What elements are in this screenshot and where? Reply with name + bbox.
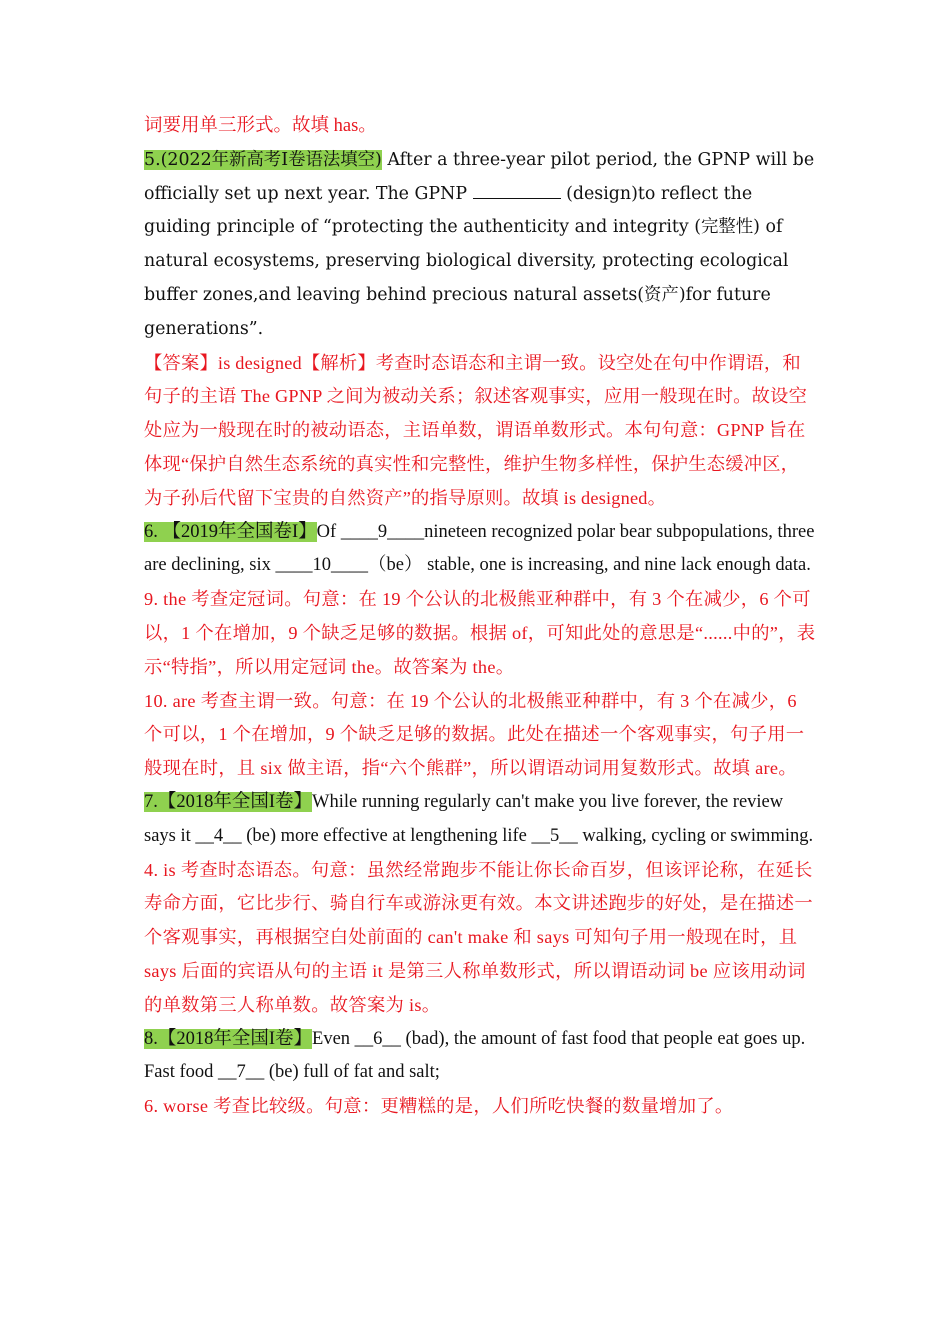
question-6-text: Of ____9____nineteen recognized polar bear subpopulations, three are declining, six ____10____（be） stable, one is increasing, and nine lack enough data. (144, 521, 815, 576)
question-6-source-tag: 6. 【2019年全国卷I】 (144, 521, 317, 542)
question-6 (144, 516, 816, 584)
question-5 (144, 144, 816, 347)
page-content (144, 110, 816, 1124)
question-7-text: While running regularly can't make you live forever, the review says it __4__ (be) more effective at lengthening life __5__ walking, cycling or swimming. (144, 791, 814, 846)
question-8-text: Even __6__ (bad), the amount of fast food that people eat goes up. Fast food __7__ (be) full of fat and salt; (144, 1028, 806, 1083)
question-8 (144, 1023, 816, 1091)
previous-answer-tail: 词要用单三形式。故填 has。 (144, 116, 377, 136)
question-5-answer: 【答案】is designed【解析】考查时态语态和主谓一致。设空处在句中作谓语，和句子的主语 The GPNP 之间为被动关系；叙述客观事实，应用一般现在时。故设空处应为一般现在时的被动语态，主语单数，谓语单数形式。本句句意：GPNP 旨在体现“保护自然生态系统的真实性和完整性，维护生物多样性，保护生态缓冲区，为子孙后代留下宝贵的自然资产”的指导原则。故填 is designed。 (144, 352, 808, 508)
question-5-blank (473, 184, 561, 199)
question-7 (144, 786, 816, 854)
question-7-source-tag: 7.【2018年全国I卷】 (144, 791, 313, 812)
question-5-text-after: (design)to reflect the guiding principle of “protecting the authenticity and integrity (完整性) of natural ecosystems, preserving biological diversity, protecting ecological buffer zones,and leaving behind precious natural assets(资产)for future generations”. (144, 183, 789, 339)
question-8-source-tag: 8.【2018年全国I卷】 (144, 1028, 313, 1049)
question-8-answer: 6. worse 考查比较级。句意：更糟糕的是，人们所吃快餐的数量增加了。 (144, 1096, 734, 1117)
question-7-answer: 4. is 考查时态语态。句意：虽然经常跑步不能让你长命百岁，但该评论称，在延长寿命方面，它比步行、骑自行车或游泳更有效。本文讲述跑步的好处，是在描述一个客观事实，再根据空白处前面的 can't make 和 says 可知句子用一般现在时，且 says 后面的宾语从句的主语 it 是第三人称单数形式，所以谓语动词 be 应该用动词的单数第三人称单数。故答案为 is。 (144, 859, 813, 1015)
question-6-answer-10: 10. are 考查主谓一致。句意：在 19 个公认的北极熊亚种群中，有 3 个在减少，6 个可以，1 个在增加，9 个缺乏足够的数据。此处在描述一个客观事实，句子用一般现在时，且 six 做主语，指“六个熊群”，所以谓语动词用复数形式。故填 are。 (144, 690, 805, 779)
question-5-source-tag: 5.(2022年新高考I卷语法填空) (144, 149, 382, 170)
question-6-answer-9: 9. the 考查定冠词。句意：在 19 个公认的北极熊亚种群中，有 3 个在减少，6 个可以，1 个在增加，9 个缺乏足够的数据。根据 of，可知此处的意思是“......中的”，表示“特指”，所以用定冠词 the。故答案为 the。 (144, 589, 816, 677)
question-5-text-before: After a three-year pilot period, the GPNP will be officially set up next year. The GPNP (144, 149, 815, 204)
